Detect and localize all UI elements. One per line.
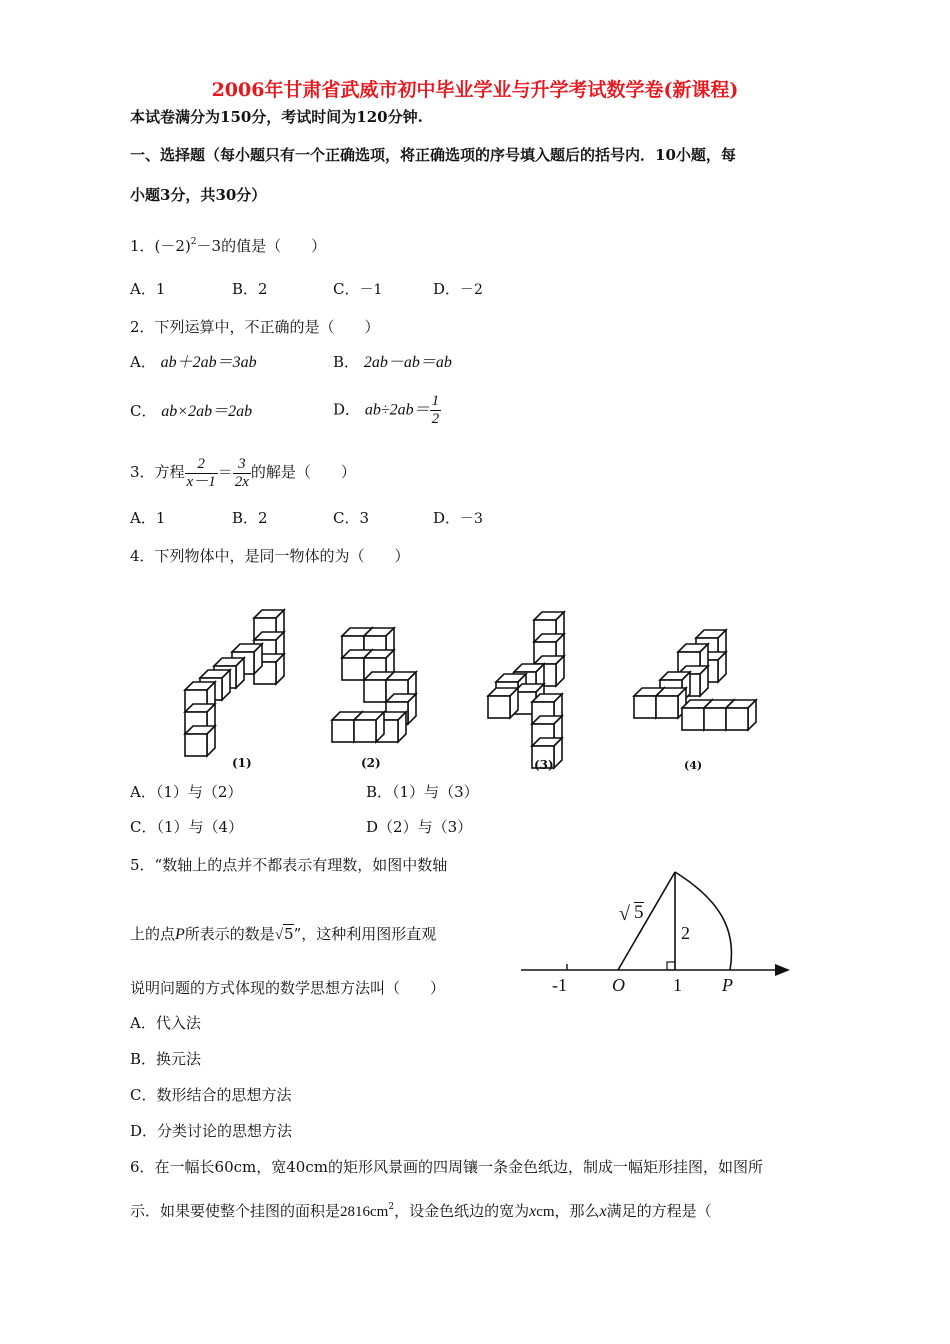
question-3-option-d: D．－3: [433, 509, 483, 527]
question-5-option-b: B．换元法: [130, 1050, 202, 1068]
cube-figure-3: [488, 612, 564, 768]
question-4-option-b: B．（1）与（3）: [366, 783, 479, 801]
question-2-option-b: B． 2ab－ab＝ab: [333, 353, 452, 371]
question-4-option-a: A．（1）与（2）: [130, 783, 243, 801]
cube-figure-label-4: (4): [684, 759, 703, 772]
sqrt-symbol-icon: √: [619, 903, 630, 925]
question-1-option-d: D．－2: [433, 280, 483, 298]
tick-label-p: P: [722, 975, 733, 995]
question-5-line2: 上的点P所表示的数是√5”，这种利用图形直观: [130, 925, 437, 943]
question-6-line1: 6．在一幅长60cm，宽40cm的矩形风景画的四周镶一条金色纸边，制成一幅矩形挂图，如图所: [130, 1158, 763, 1176]
right-angle-mark: [667, 962, 675, 970]
question-6-line2: 示．如果要使整个挂图的面积是$2816cm^2$，设金色纸边的宽为xcm，那么x满足的方程是（: [130, 1202, 712, 1220]
question-5-line1: 5．“数轴上的点并不都表示有理数，如图中数轴: [130, 856, 448, 874]
question-1-option-b: B．2: [232, 280, 268, 298]
axis-arrow-icon: [775, 964, 790, 976]
tick-label-origin: O: [612, 975, 625, 995]
cube-figures: [170, 600, 790, 780]
question-5-line3: 说明问题的方式体现的数学思想方法叫（ ）: [130, 979, 446, 997]
question-5-option-a: A．代入法: [130, 1014, 201, 1032]
cube-figure-label-3: (3): [534, 758, 554, 772]
page-title: 2006年甘肃省武威市初中毕业学业与升学考试数学卷(新课程): [211, 79, 739, 101]
question-1-stem: 1．$(-2)^2-3$的值是（ ）: [130, 237, 327, 255]
question-5-option-c: C．数形结合的思想方法: [130, 1086, 292, 1104]
height-label: 2: [681, 923, 690, 943]
tick-label-minus-one: -1: [552, 975, 567, 995]
question-3-option-b: B．2: [232, 509, 268, 527]
question-3-stem: 3．方程 $\frac{2}{x-1}$ ＝ $\frac{3}{2x}$ 的解是（ ）: [130, 455, 356, 490]
exam-intro: 本试卷满分为150分，考试时间为120分钟.: [130, 108, 423, 126]
question-4-stem: 4．下列物体中，是同一物体的为（ ）: [130, 547, 410, 565]
cube-figure-1: [185, 610, 284, 756]
question-2-option-a: A． ab＋2ab＝3ab: [130, 353, 257, 371]
arc: [675, 872, 732, 970]
fraction-one-half: $\frac{1}{2}$: [431, 393, 440, 427]
section-heading-line1: 一、选择题（每小题只有一个正确选项，将正确选项的序号填入题后的括号内．10小题，每: [130, 146, 736, 164]
question-1-option-c: C．－1: [333, 280, 383, 298]
question-2-option-d: D． ab÷2ab＝ $\frac{1}{2}$: [333, 393, 440, 427]
question-2-option-c: C． ab×2ab＝2ab: [130, 402, 253, 420]
question-3-option-a: A．1: [130, 509, 166, 527]
hypotenuse-label: 5: [634, 902, 644, 923]
question-3-option-c: C．3: [333, 509, 370, 527]
question-2-stem: 2．下列运算中，不正确的是（ ）: [130, 318, 380, 336]
section-heading-line2: 小题3分，共30分）: [130, 186, 267, 204]
tick-label-one: 1: [673, 975, 682, 995]
cube-figure-2: [332, 628, 416, 742]
question-4-option-d: D（2）与（3）: [366, 818, 473, 836]
fraction-rhs: $\frac{3}{2x}$: [234, 455, 249, 490]
cube-figure-label-1: (1): [232, 756, 252, 770]
question-5-option-d: D．分类讨论的思想方法: [130, 1122, 293, 1140]
question-4-option-c: C．（1）与（4）: [130, 818, 244, 836]
cube-figure-label-2: (2): [361, 756, 381, 770]
question-1-option-a: A．1: [130, 280, 166, 298]
cube-figure-4: [634, 630, 756, 730]
fraction-lhs: $\frac{2}{x-1}$: [186, 455, 216, 490]
